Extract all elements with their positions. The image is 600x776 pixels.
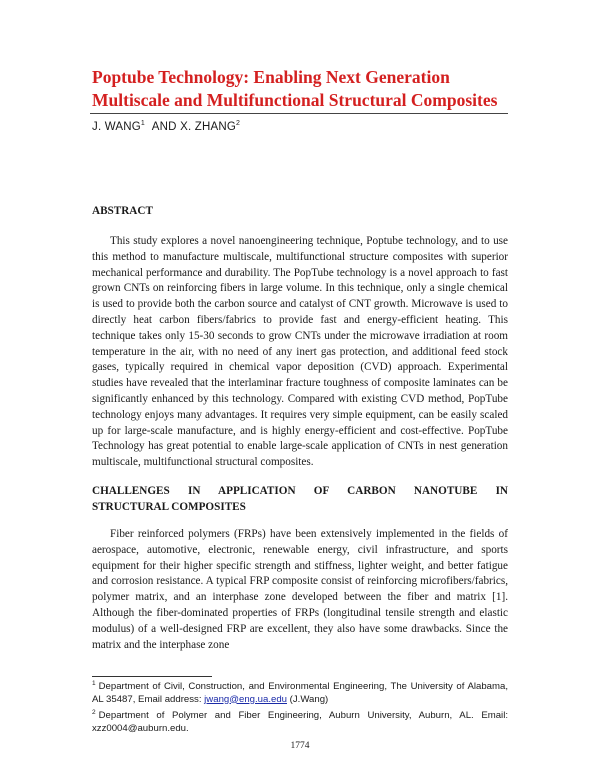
- footnote-1-email-link[interactable]: jwang@eng.ua.edu: [204, 693, 287, 705]
- footnote-1-mark: 1: [92, 680, 96, 687]
- author-1-mark: 1: [140, 120, 145, 127]
- abstract-heading: ABSTRACT: [92, 205, 153, 217]
- footnote-2-text: Department of Polymer and Fiber Engineering, Auburn University, Auburn, AL. Email: xzz0004@auburn.edu.: [92, 710, 508, 734]
- author-1: J. WANG: [92, 121, 141, 133]
- footnote-2: [92, 707, 508, 735]
- paper-title: [92, 66, 532, 112]
- section-heading-line-1: CHALLENGES IN APPLICATION OF CARBON NANOTUBE IN: [92, 485, 508, 497]
- footnote-1-text: Department of Civil, Construction, and Environmental Engineering, The University of Alabama, AL 35487, Email address:: [92, 681, 508, 705]
- footnotes: [92, 678, 508, 736]
- title-line-1: Poptube Technology: Enabling Next Generation: [92, 67, 450, 87]
- footnote-1-suffix: (J.Wang): [287, 693, 329, 705]
- footnote-2-mark: 2: [92, 709, 96, 716]
- abstract-paragraph: This study explores a novel nanoengineering technique, Poptube technology, and to use this method to manufacture multiscale, multifunctional structure composites with superior mechanical performance and durability. The PopTube technology is a novel approach to fast grown CNTs on reinforcing fibers in large volume. In this technique, only a single chemical is used to provide both the carbon source and catalyst of CNT growth. Microwave is used to directly heat carbon fibers/fabrics to provide fast and energy-efficient heating. This technique takes only 15-30 seconds to grow CNTs under the microwave irradiation at room temperature in the air, with no need of any inert gas protection, and additional feed stock gases, typically required in chemical vapor deposition (CVD) approach. Experimental studies have revealed that the interlaminar fracture toughness of composite laminates can be significantly enhanced by this technology. Compared with existing CVD method, PopTube technology enjoys many advantages. It requires very simple equipment, can be easily scaled up for large-scale manufacture, and is highly energy-efficient and cost-effective. PopTube Technology has great potential to enable large-scale application of CNTs in nest generation multiscale, multifunctional structural composites.: [92, 235, 508, 469]
- section-paragraph: Fiber reinforced polymers (FRPs) have been extensively implemented in the fields of aerospace, automotive, electronic, renewable energy, civil infrastructure, and sports equipment for their higher specific strength and stiffness, lighter weight, and better fatigue and corrosion resistance. A typical FRP composite consist of reinforcing microfibers/fabrics, polymer matrix, and an interphase zone developed between the fiber and matrix [1]. Although the fiber-dominated properties of FRPs (longitudinal tensile strength and elastic modulus) of a well-designed FRP are excellent, they also have some drawbacks. Since the matrix and the interphase zone: [92, 528, 508, 651]
- author-separator: AND: [151, 121, 177, 133]
- page-number: 1774: [290, 741, 310, 751]
- footnote-rule: [92, 676, 212, 677]
- section-heading: [92, 483, 508, 515]
- title-line-2: Multiscale and Multifunctional Structural Composites: [92, 90, 498, 110]
- author-2: X. ZHANG: [180, 121, 236, 133]
- authors-line: [92, 120, 240, 133]
- section-heading-line-2: STRUCTURAL COMPOSITES: [92, 501, 246, 513]
- title-rule: [90, 113, 508, 114]
- footnote-1: [92, 678, 508, 706]
- author-2-mark: 2: [236, 120, 241, 127]
